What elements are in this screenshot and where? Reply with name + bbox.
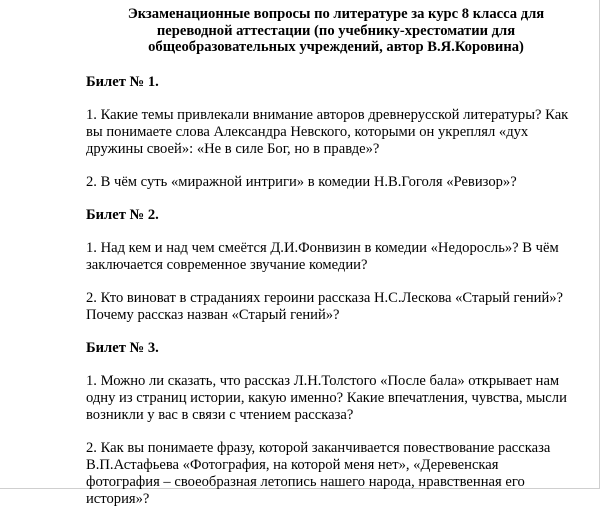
ticket-3	[86, 340, 586, 508]
question-line: В.П.Астафьева «Фотография, на которой меня нет», «Деревенская	[86, 456, 499, 473]
question-line: 2. Как вы понимаете фразу, которой заканчивается повествование рассказа	[86, 439, 551, 456]
document-body	[86, 6, 586, 508]
question-line: 1. Над кем и над чем смеётся Д.И.Фонвизин в комедии «Недоросль»? В чём	[86, 239, 559, 256]
question-2-2	[86, 290, 586, 324]
question-line: заключается современное звучание комедии?	[86, 256, 368, 273]
title-line: переводной аттестации (по учебнику-хрестоматии для	[156, 22, 516, 39]
question-3-1	[86, 373, 586, 424]
question-line: 2. В чём суть «миражной интриги» в комедии Н.В.Гоголя «Ревизор»?	[86, 173, 517, 190]
question-line: Почему рассказ назван «Старый гений»?	[86, 306, 340, 323]
question-line: одну из страниц истории, какую именно? Какие впечатления, чувства, мысли	[86, 389, 567, 406]
question-line: 1. Какие темы привлекали внимание авторов древнерусской литературы? Как	[86, 106, 569, 123]
title-line: Экзаменационные вопросы по литературе за курс 8 класса для	[127, 6, 545, 22]
question-line: возникли у вас в связи с чтением рассказа?	[86, 406, 354, 423]
ticket-2	[86, 207, 586, 324]
ticket-1	[86, 74, 586, 191]
ticket-heading: Билет № 3.	[86, 339, 159, 356]
question-line: вы понимаете слова Александра Невского, которыми он укреплял «дух	[86, 123, 529, 140]
question-3-2	[86, 440, 586, 508]
question-line: история»?	[86, 490, 150, 507]
question-line: 2. Кто виноват в страданиях героини рассказа Н.С.Лескова «Старый гений»?	[86, 289, 564, 306]
question-1-1	[86, 107, 586, 158]
title-line: общеобразовательных учреждений, автор В.Я.Коровина)	[148, 39, 524, 55]
question-2-1	[86, 240, 586, 274]
question-line: дружины своей»: «Не в силе Бог, но в правде»?	[86, 140, 380, 157]
document-title	[86, 6, 586, 56]
question-line: фотография – своеобразная летопись нашего народа, нравственная его	[86, 473, 525, 490]
question-1-2	[86, 174, 586, 191]
question-line: 1. Можно ли сказать, что рассказ Л.Н.Толстого «После бала» открывает нам	[86, 372, 560, 389]
ticket-heading: Билет № 1.	[86, 73, 159, 90]
ticket-heading: Билет № 2.	[86, 206, 159, 223]
